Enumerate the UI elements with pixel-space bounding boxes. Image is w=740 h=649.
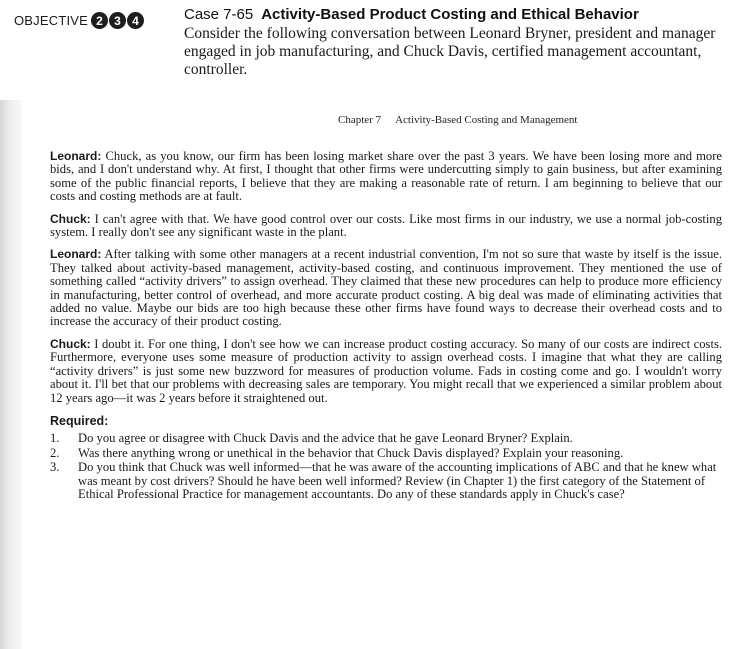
objective-number-badge: 4 <box>127 12 144 29</box>
running-head <box>338 114 577 126</box>
question-item <box>50 432 722 445</box>
case-header-band <box>0 0 740 100</box>
dialogue-text: Chuck, as you know, our firm has been losing market share over the past 3 years. We have been losing more and more bids, and I don't understand why. At first, I thought that other firms were undercutting simply to gain business, but after examining some of the public financial reports, I believe that they are making a reasonable rate of return. I am beginning to believe that our costs and costing methods are at fault. <box>50 149 722 204</box>
question-number: 2. <box>50 445 60 460</box>
required-heading: Required: <box>50 413 109 428</box>
case-title: Activity-Based Product Costing and Ethical Behavior <box>261 6 639 23</box>
question-list <box>50 432 722 501</box>
objective-tag <box>14 12 144 29</box>
speaker-name: Chuck: <box>50 211 91 226</box>
question-number: 1. <box>50 431 60 446</box>
question-item <box>50 447 722 460</box>
question-number: 3. <box>50 460 60 475</box>
question-item <box>50 461 722 501</box>
objective-number-badge: 2 <box>91 12 108 29</box>
case-number: Case 7-65 <box>184 6 254 23</box>
objective-number-badge: 3 <box>109 12 126 29</box>
running-head-chapter: Chapter 7 <box>338 114 382 126</box>
dialogue-paragraph <box>50 213 722 240</box>
speaker-name: Leonard: <box>50 149 102 163</box>
case-heading <box>184 6 740 79</box>
dialogue-text: I doubt it. For one thing, I don't see how we can increase product costing accuracy. So many of our costs are indirect costs. Furthermore, everyone uses some measure of production activity to assign overhead costs. I imagine that what they are calling “activity drivers” is just some new buzzword for measures of production volume. Fads in costing come and go. I wouldn't worry about it. I'll bet that our problems with decreasing sales are temporary. You might recall that we experienced a similar problem about 12 years ago—it was 2 years before it straightened out. <box>50 336 722 405</box>
speaker-name: Leonard: <box>50 247 102 262</box>
question-text: Was there anything wrong or unethical in the behavior that Chuck Davis displayed? Explain your reasoning. <box>78 445 624 460</box>
question-text: Do you agree or disagree with Chuck Davis and the advice that he gave Leonard Bryner? Explain. <box>78 431 573 446</box>
question-text: Do you think that Chuck was well informed—that he was aware of the accounting implications of ABC and that he knew what was meant by cost drivers? Should he have been well informed? Review (in Chapter 1) the first category of the Statement of Ethical Professional Practice for management accountants. Do any of these standards apply in Chuck's case? <box>78 460 717 501</box>
dialogue-paragraph <box>50 150 722 204</box>
case-body <box>50 150 722 502</box>
case-intro: Consider the following conversation between Leonard Bryner, president and manager engaged in job manufacturing, and Chuck Davis, certified management accountant, controller. <box>184 25 716 78</box>
case-title-line <box>184 6 740 23</box>
running-head-title: Activity-Based Costing and Management <box>395 114 578 126</box>
objective-label: OBJECTIVE <box>14 13 89 28</box>
book-page-edge <box>0 100 22 649</box>
dialogue-paragraph <box>50 338 722 405</box>
dialogue-text: After talking with some other managers at a recent industrial convention, I'm not so sure that waste by itself is the issue. They talked about activity-based management, activity-based costing, and continuous improvement. They mentioned the use of something called “activity drivers” to assign overhead. They claimed that these new procedures can help to produce more efficiency in manufacturing, better control of overhead, and more accurate product costing. A big deal was made of eliminating activities that added no value. Maybe our bids are too high because these other firms have found ways to decrease their overhead costs and to increase the accuracy of their product costing. <box>50 247 722 329</box>
dialogue-text: I can't agree with that. We have good control over our costs. Like most firms in our industry, we use a normal job-costing system. I really don't see any significant waste in the plant. <box>50 211 722 240</box>
speaker-name: Chuck: <box>50 336 91 351</box>
dialogue-paragraph <box>50 248 722 328</box>
